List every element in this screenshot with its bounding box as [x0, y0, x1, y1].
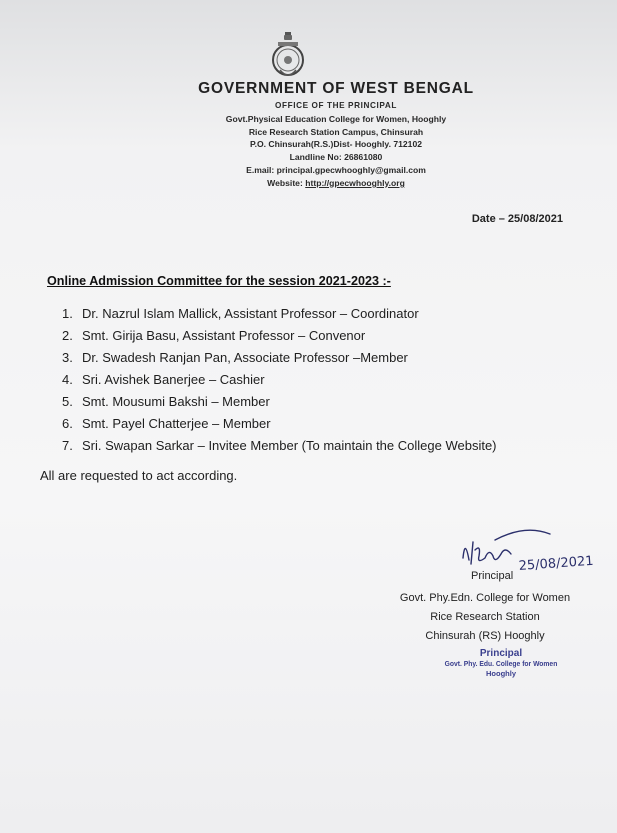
signatory-block: [380, 589, 590, 646]
landline-line: Landline No: 26861080: [289, 152, 383, 163]
list-item-number: 3.: [62, 350, 73, 365]
list-item-text: Sri. Avishek Banerjee – Cashier: [82, 372, 265, 387]
list-item-text: Smt. Mousumi Bakshi – Member: [82, 394, 270, 409]
committee-list: [62, 303, 497, 457]
list-item-number: 6.: [62, 416, 73, 431]
list-item: [62, 391, 497, 413]
closing-remark: All are requested to act according.: [40, 468, 238, 483]
signatory-line: Rice Research Station: [430, 611, 540, 623]
signatory-line: Govt. Phy.Edn. College for Women: [399, 592, 571, 604]
list-item-number: 1.: [62, 306, 73, 321]
office-line: OFFICE OF THE PRINCIPAL: [275, 101, 397, 110]
list-item-text: Sri. Swapan Sarkar – Invitee Member (To maintain the College Website): [82, 438, 497, 453]
government-title: GOVERNMENT OF WEST BENGAL: [198, 80, 474, 97]
list-item: [62, 435, 497, 457]
list-item: [62, 325, 497, 347]
list-item-text: Smt. Girija Basu, Assistant Professor – Convenor: [82, 328, 366, 343]
signature-date: 25/08/2021: [518, 553, 595, 574]
list-item: [62, 369, 497, 391]
list-item: [62, 303, 497, 325]
list-item-number: 2.: [62, 328, 73, 343]
stamp-line: Govt. Phy. Edu. College for Women: [444, 659, 558, 668]
list-item: [62, 347, 497, 369]
state-emblem-icon: [266, 30, 310, 82]
signatory-title: Principal: [471, 570, 514, 582]
list-item-number: 7.: [62, 438, 73, 453]
list-item-number: 4.: [62, 372, 73, 387]
letter-date: Date – 25/08/2021: [471, 213, 563, 225]
website-line: [55, 177, 617, 190]
email-line: E.mail: principal.gpecwhooghly@gmail.com: [246, 164, 426, 175]
list-item-text: Dr. Nazrul Islam Mallick, Assistant Professor – Coordinator: [82, 306, 419, 321]
campus-line: Rice Research Station Campus, Chinsurah: [248, 126, 424, 137]
college-line: Govt.Physical Education College for Women, Hooghly: [225, 113, 447, 124]
subject-heading: Online Admission Committee for the session 2021-2023 :-: [47, 274, 391, 288]
official-stamp: [426, 649, 576, 679]
stamp-line: Principal: [479, 648, 523, 659]
list-item-number: 5.: [62, 394, 73, 409]
postal-line: P.O. Chinsurah(R.S.)Dist- Hooghly. 712102: [249, 139, 423, 150]
list-item-text: Dr. Swadesh Ranjan Pan, Associate Professor –Member: [82, 350, 408, 365]
letterhead: [0, 100, 617, 190]
website-label: Website:: [267, 177, 306, 188]
website-link[interactable]: http://gpecwhooghly.org: [305, 177, 405, 188]
stamp-line: Hooghly: [486, 669, 516, 678]
signatory-line: Chinsurah (RS) Hooghly: [425, 630, 545, 642]
list-item-text: Smt. Payel Chatterjee – Member: [82, 416, 271, 431]
list-item: [62, 413, 497, 435]
